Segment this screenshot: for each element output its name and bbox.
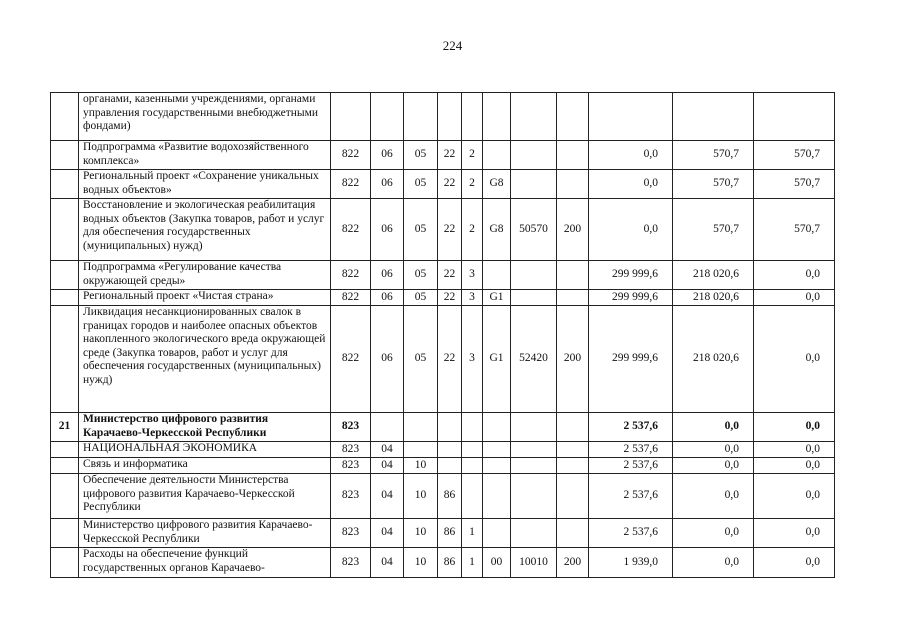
- amount-year1-cell: 2 537,6: [589, 442, 673, 458]
- program-code-cell: [438, 458, 462, 474]
- direction-code-cell: [511, 290, 557, 306]
- amount-year1-cell: 2 537,6: [589, 413, 673, 442]
- row-name-cell: Региональный проект «Сохранение уникальных водных объектов»: [79, 170, 331, 199]
- expense-type-cell: 200: [557, 306, 589, 413]
- subprogram-code-cell: 3: [462, 290, 483, 306]
- table-row: [51, 261, 835, 290]
- section-code-cell: [371, 413, 404, 442]
- grbs-code-cell: 822: [331, 261, 371, 290]
- section-code-cell: 06: [371, 306, 404, 413]
- amount-year1-cell: 299 999,6: [589, 306, 673, 413]
- subprogram-code-cell: 2: [462, 170, 483, 199]
- amount-year2-cell: 0,0: [673, 442, 754, 458]
- section-code-cell: 04: [371, 519, 404, 548]
- amount-year3-cell: 0,0: [754, 413, 835, 442]
- expense-type-cell: 200: [557, 548, 589, 578]
- subprogram-code-cell: [462, 413, 483, 442]
- amount-year3-cell: 0,0: [754, 306, 835, 413]
- amount-year1-cell: 0,0: [589, 199, 673, 261]
- row-number-cell: [51, 290, 79, 306]
- direction-code-cell: [511, 170, 557, 199]
- project-code-cell: 00: [483, 548, 511, 578]
- amount-year1-cell: 2 537,6: [589, 458, 673, 474]
- direction-code-cell: [511, 474, 557, 519]
- row-number-cell: [51, 548, 79, 578]
- table-row: [51, 199, 835, 261]
- expense-type-cell: [557, 141, 589, 170]
- expense-type-cell: [557, 442, 589, 458]
- amount-year3-cell: 0,0: [754, 458, 835, 474]
- grbs-code-cell: 822: [331, 141, 371, 170]
- row-name-cell: Обеспечение деятельности Министерства цифрового развития Карачаево-Черкесской Республики: [79, 474, 331, 519]
- expense-type-cell: 200: [557, 199, 589, 261]
- amount-year3-cell: 0,0: [754, 442, 835, 458]
- expense-type-cell: [557, 413, 589, 442]
- direction-code-cell: [511, 413, 557, 442]
- amount-year2-cell: [673, 93, 754, 141]
- direction-code-cell: [511, 458, 557, 474]
- subsection-code-cell: 10: [404, 474, 438, 519]
- direction-code-cell: [511, 261, 557, 290]
- project-code-cell: [483, 141, 511, 170]
- grbs-code-cell: 823: [331, 442, 371, 458]
- row-number-cell: [51, 442, 79, 458]
- program-code-cell: 22: [438, 141, 462, 170]
- row-name-cell: Восстановление и экологическая реабилитация водных объектов (Закупка товаров, работ и услуг для обеспечения государственных (муниципальных) нужд): [79, 199, 331, 261]
- project-code-cell: G1: [483, 290, 511, 306]
- row-name-cell: органами, казенными учреждениями, органами управления государственными внебюджетными фондами): [79, 93, 331, 141]
- amount-year2-cell: 0,0: [673, 519, 754, 548]
- direction-code-cell: 52420: [511, 306, 557, 413]
- row-number-cell: [51, 474, 79, 519]
- subsection-code-cell: 05: [404, 141, 438, 170]
- program-code-cell: 86: [438, 474, 462, 519]
- program-code-cell: 22: [438, 290, 462, 306]
- section-code-cell: 04: [371, 548, 404, 578]
- subsection-code-cell: 05: [404, 261, 438, 290]
- subsection-code-cell: [404, 413, 438, 442]
- project-code-cell: [483, 442, 511, 458]
- subprogram-code-cell: [462, 458, 483, 474]
- section-code-cell: 06: [371, 199, 404, 261]
- row-name-cell: НАЦИОНАЛЬНАЯ ЭКОНОМИКА: [79, 442, 331, 458]
- direction-code-cell: [511, 519, 557, 548]
- table-row: [51, 141, 835, 170]
- direction-code-cell: 10010: [511, 548, 557, 578]
- amount-year1-cell: 0,0: [589, 170, 673, 199]
- direction-code-cell: [511, 93, 557, 141]
- project-code-cell: [483, 413, 511, 442]
- grbs-code-cell: 822: [331, 306, 371, 413]
- table-row: [51, 519, 835, 548]
- subprogram-code-cell: 2: [462, 141, 483, 170]
- amount-year1-cell: 2 537,6: [589, 474, 673, 519]
- row-number-cell: [51, 306, 79, 413]
- row-name-cell: Региональный проект «Чистая страна»: [79, 290, 331, 306]
- amount-year2-cell: 570,7: [673, 199, 754, 261]
- section-code-cell: 06: [371, 261, 404, 290]
- row-name-cell: Министерство цифрового развития Карачаево-Черкесской Республики: [79, 519, 331, 548]
- row-number-cell: [51, 199, 79, 261]
- table-row: [51, 306, 835, 413]
- program-code-cell: 22: [438, 170, 462, 199]
- row-name-cell: Ликвидация несанкционированных свалок в границах городов и наиболее опасных объектов накопленного экологического вреда окружающей среде (Закупка товаров, работ и услуг для обеспечения государственных (муниципальных) нужд): [79, 306, 331, 413]
- amount-year2-cell: 218 020,6: [673, 306, 754, 413]
- expense-type-cell: [557, 93, 589, 141]
- project-code-cell: G8: [483, 170, 511, 199]
- subprogram-code-cell: [462, 93, 483, 141]
- amount-year1-cell: [589, 93, 673, 141]
- direction-code-cell: [511, 442, 557, 458]
- section-code-cell: 04: [371, 474, 404, 519]
- project-code-cell: [483, 474, 511, 519]
- page-number: 224: [442, 38, 463, 53]
- row-number-cell: 21: [51, 413, 79, 442]
- amount-year3-cell: 570,7: [754, 141, 835, 170]
- direction-code-cell: 50570: [511, 199, 557, 261]
- row-number-cell: [51, 519, 79, 548]
- expense-type-cell: [557, 170, 589, 199]
- subprogram-code-cell: 1: [462, 519, 483, 548]
- section-code-cell: 06: [371, 170, 404, 199]
- subprogram-code-cell: 3: [462, 261, 483, 290]
- amount-year2-cell: 570,7: [673, 141, 754, 170]
- expense-type-cell: [557, 458, 589, 474]
- amount-year1-cell: 299 999,6: [589, 290, 673, 306]
- direction-code-cell: [511, 141, 557, 170]
- project-code-cell: [483, 458, 511, 474]
- subsection-code-cell: 10: [404, 548, 438, 578]
- amount-year3-cell: 570,7: [754, 199, 835, 261]
- section-code-cell: 04: [371, 458, 404, 474]
- amount-year3-cell: [754, 93, 835, 141]
- amount-year2-cell: 0,0: [673, 413, 754, 442]
- subprogram-code-cell: [462, 474, 483, 519]
- row-number-cell: [51, 170, 79, 199]
- table-row: [51, 548, 835, 578]
- amount-year3-cell: 0,0: [754, 519, 835, 548]
- section-code-cell: 04: [371, 442, 404, 458]
- grbs-code-cell: 823: [331, 548, 371, 578]
- amount-year1-cell: 0,0: [589, 141, 673, 170]
- row-number-cell: [51, 141, 79, 170]
- row-name-cell: Подпрограмма «Регулирование качества окружающей среды»: [79, 261, 331, 290]
- grbs-code-cell: 823: [331, 519, 371, 548]
- amount-year2-cell: 0,0: [673, 548, 754, 578]
- row-number-cell: [51, 93, 79, 141]
- section-code-cell: 06: [371, 141, 404, 170]
- amount-year2-cell: 570,7: [673, 170, 754, 199]
- section-code-cell: [371, 93, 404, 141]
- row-name-cell: Министерство цифрового развития Карачаево-Черкесской Республики: [79, 413, 331, 442]
- amount-year2-cell: 218 020,6: [673, 290, 754, 306]
- subprogram-code-cell: 1: [462, 548, 483, 578]
- program-code-cell: 86: [438, 548, 462, 578]
- amount-year1-cell: 2 537,6: [589, 519, 673, 548]
- expense-type-cell: [557, 519, 589, 548]
- grbs-code-cell: 822: [331, 199, 371, 261]
- row-name-cell: Связь и информатика: [79, 458, 331, 474]
- grbs-code-cell: [331, 93, 371, 141]
- program-code-cell: 86: [438, 519, 462, 548]
- subsection-code-cell: [404, 442, 438, 458]
- row-number-cell: [51, 261, 79, 290]
- row-name-cell: Подпрограмма «Развитие водохозяйственного комплекса»: [79, 141, 331, 170]
- amount-year2-cell: 0,0: [673, 458, 754, 474]
- amount-year1-cell: 299 999,6: [589, 261, 673, 290]
- amount-year1-cell: 1 939,0: [589, 548, 673, 578]
- amount-year2-cell: 0,0: [673, 474, 754, 519]
- grbs-code-cell: 823: [331, 474, 371, 519]
- project-code-cell: [483, 261, 511, 290]
- amount-year3-cell: 0,0: [754, 548, 835, 578]
- subsection-code-cell: 05: [404, 199, 438, 261]
- program-code-cell: [438, 93, 462, 141]
- amount-year3-cell: 0,0: [754, 474, 835, 519]
- expense-type-cell: [557, 474, 589, 519]
- table-row: [51, 474, 835, 519]
- expense-type-cell: [557, 261, 589, 290]
- row-number-cell: [51, 458, 79, 474]
- amount-year3-cell: 570,7: [754, 170, 835, 199]
- grbs-code-cell: 823: [331, 413, 371, 442]
- project-code-cell: [483, 93, 511, 141]
- subprogram-code-cell: [462, 442, 483, 458]
- subsection-code-cell: 05: [404, 306, 438, 413]
- table-row: [51, 290, 835, 306]
- project-code-cell: [483, 519, 511, 548]
- expense-type-cell: [557, 290, 589, 306]
- grbs-code-cell: 822: [331, 290, 371, 306]
- amount-year3-cell: 0,0: [754, 261, 835, 290]
- subsection-code-cell: 05: [404, 170, 438, 199]
- grbs-code-cell: 823: [331, 458, 371, 474]
- subsection-code-cell: 10: [404, 458, 438, 474]
- program-code-cell: 22: [438, 261, 462, 290]
- program-code-cell: [438, 442, 462, 458]
- row-name-cell: Расходы на обеспечение функций государственных органов Карачаево-: [79, 548, 331, 578]
- table-row: [51, 458, 835, 474]
- subprogram-code-cell: 2: [462, 199, 483, 261]
- table-row: [51, 93, 835, 141]
- budget-table: [50, 92, 835, 578]
- program-code-cell: 22: [438, 306, 462, 413]
- table-row: [51, 442, 835, 458]
- amount-year3-cell: 0,0: [754, 290, 835, 306]
- table-row: [51, 413, 835, 442]
- project-code-cell: G1: [483, 306, 511, 413]
- grbs-code-cell: 822: [331, 170, 371, 199]
- program-code-cell: 22: [438, 199, 462, 261]
- amount-year2-cell: 218 020,6: [673, 261, 754, 290]
- project-code-cell: G8: [483, 199, 511, 261]
- section-code-cell: 06: [371, 290, 404, 306]
- table-row: [51, 170, 835, 199]
- subsection-code-cell: 05: [404, 290, 438, 306]
- subsection-code-cell: 10: [404, 519, 438, 548]
- program-code-cell: [438, 413, 462, 442]
- subprogram-code-cell: 3: [462, 306, 483, 413]
- subsection-code-cell: [404, 93, 438, 141]
